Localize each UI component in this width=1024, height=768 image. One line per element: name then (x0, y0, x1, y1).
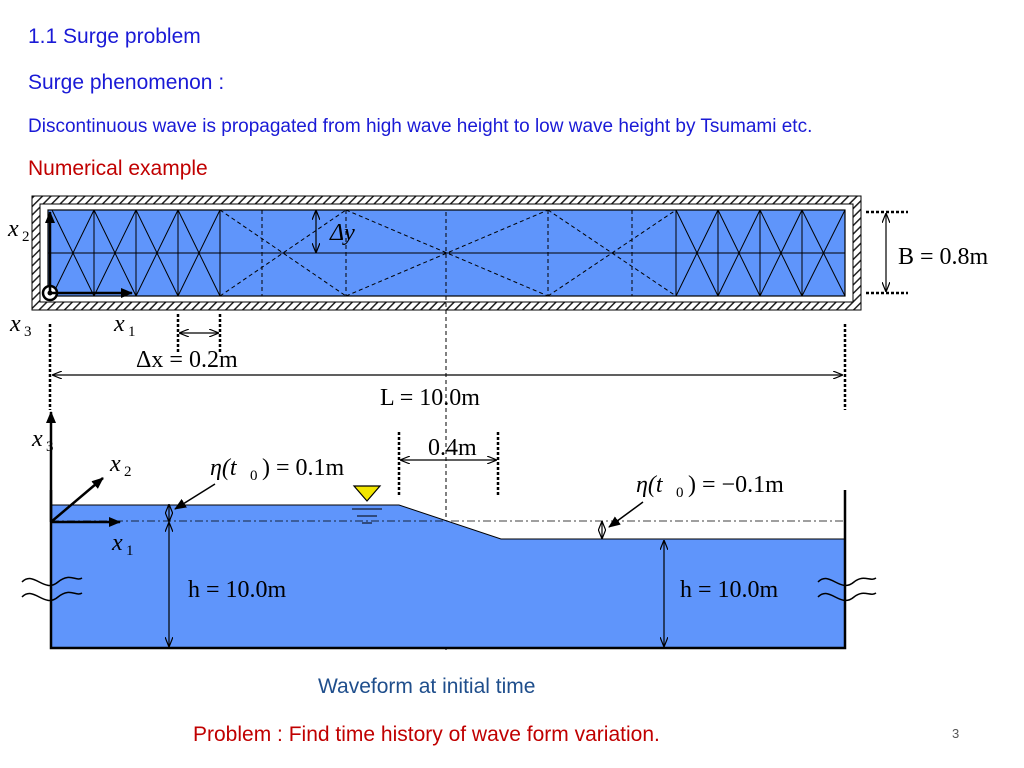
eta-right-sub: 0 (676, 485, 684, 501)
dx-label: Δx = 0.2m (136, 347, 238, 373)
plan-x1-sub: 1 (128, 324, 136, 340)
eta-right-symbol: η(t (636, 472, 663, 498)
depth-right-label: h = 10.0m (680, 577, 779, 603)
depth-left-label: h = 10.0m (188, 577, 287, 603)
section-x3-label: x (32, 426, 43, 452)
problem-statement: Problem : Find time history of wave form variation. (193, 723, 660, 746)
plan-x1-label: x (114, 311, 125, 337)
section-x2-sub: 2 (124, 464, 132, 480)
plan-x2-sub: 2 (22, 229, 30, 245)
numerical-example-title: Numerical example (28, 157, 208, 180)
figure-caption: Waveform at initial time (318, 675, 536, 698)
eta-left-sub: 0 (250, 468, 258, 484)
plan-x3-sub: 3 (24, 324, 32, 340)
eta-right-leader (609, 502, 643, 527)
eta-right-value: ) = −0.1m (688, 472, 784, 498)
subheading: Surge phenomenon : (28, 71, 225, 94)
section-x3-sub: 3 (46, 439, 54, 455)
description-text: Discontinuous wave is propagated from high wave height to low wave height by Tsumami etc. (28, 116, 813, 137)
plan-x2-label: x (8, 216, 19, 242)
section-x2-label: x (110, 451, 121, 477)
section-view (22, 412, 876, 648)
eta-left-value: ) = 0.1m (262, 455, 345, 481)
section-x1-label: x (112, 530, 123, 556)
eta-left-symbol: η(t (210, 455, 237, 481)
width-label: B = 0.8m (898, 244, 989, 270)
section-x1-sub: 1 (126, 543, 134, 559)
slope-length-label: 0.4m (428, 435, 477, 461)
page-number: 3 (952, 726, 960, 741)
length-label: L = 10.0m (380, 385, 480, 411)
free-surface-marker-icon (354, 486, 380, 501)
plan-view (7, 196, 989, 411)
plan-x3-label: x (10, 311, 21, 337)
section-heading: 1.1 Surge problem (28, 25, 201, 48)
dy-label: Δy (330, 220, 355, 246)
